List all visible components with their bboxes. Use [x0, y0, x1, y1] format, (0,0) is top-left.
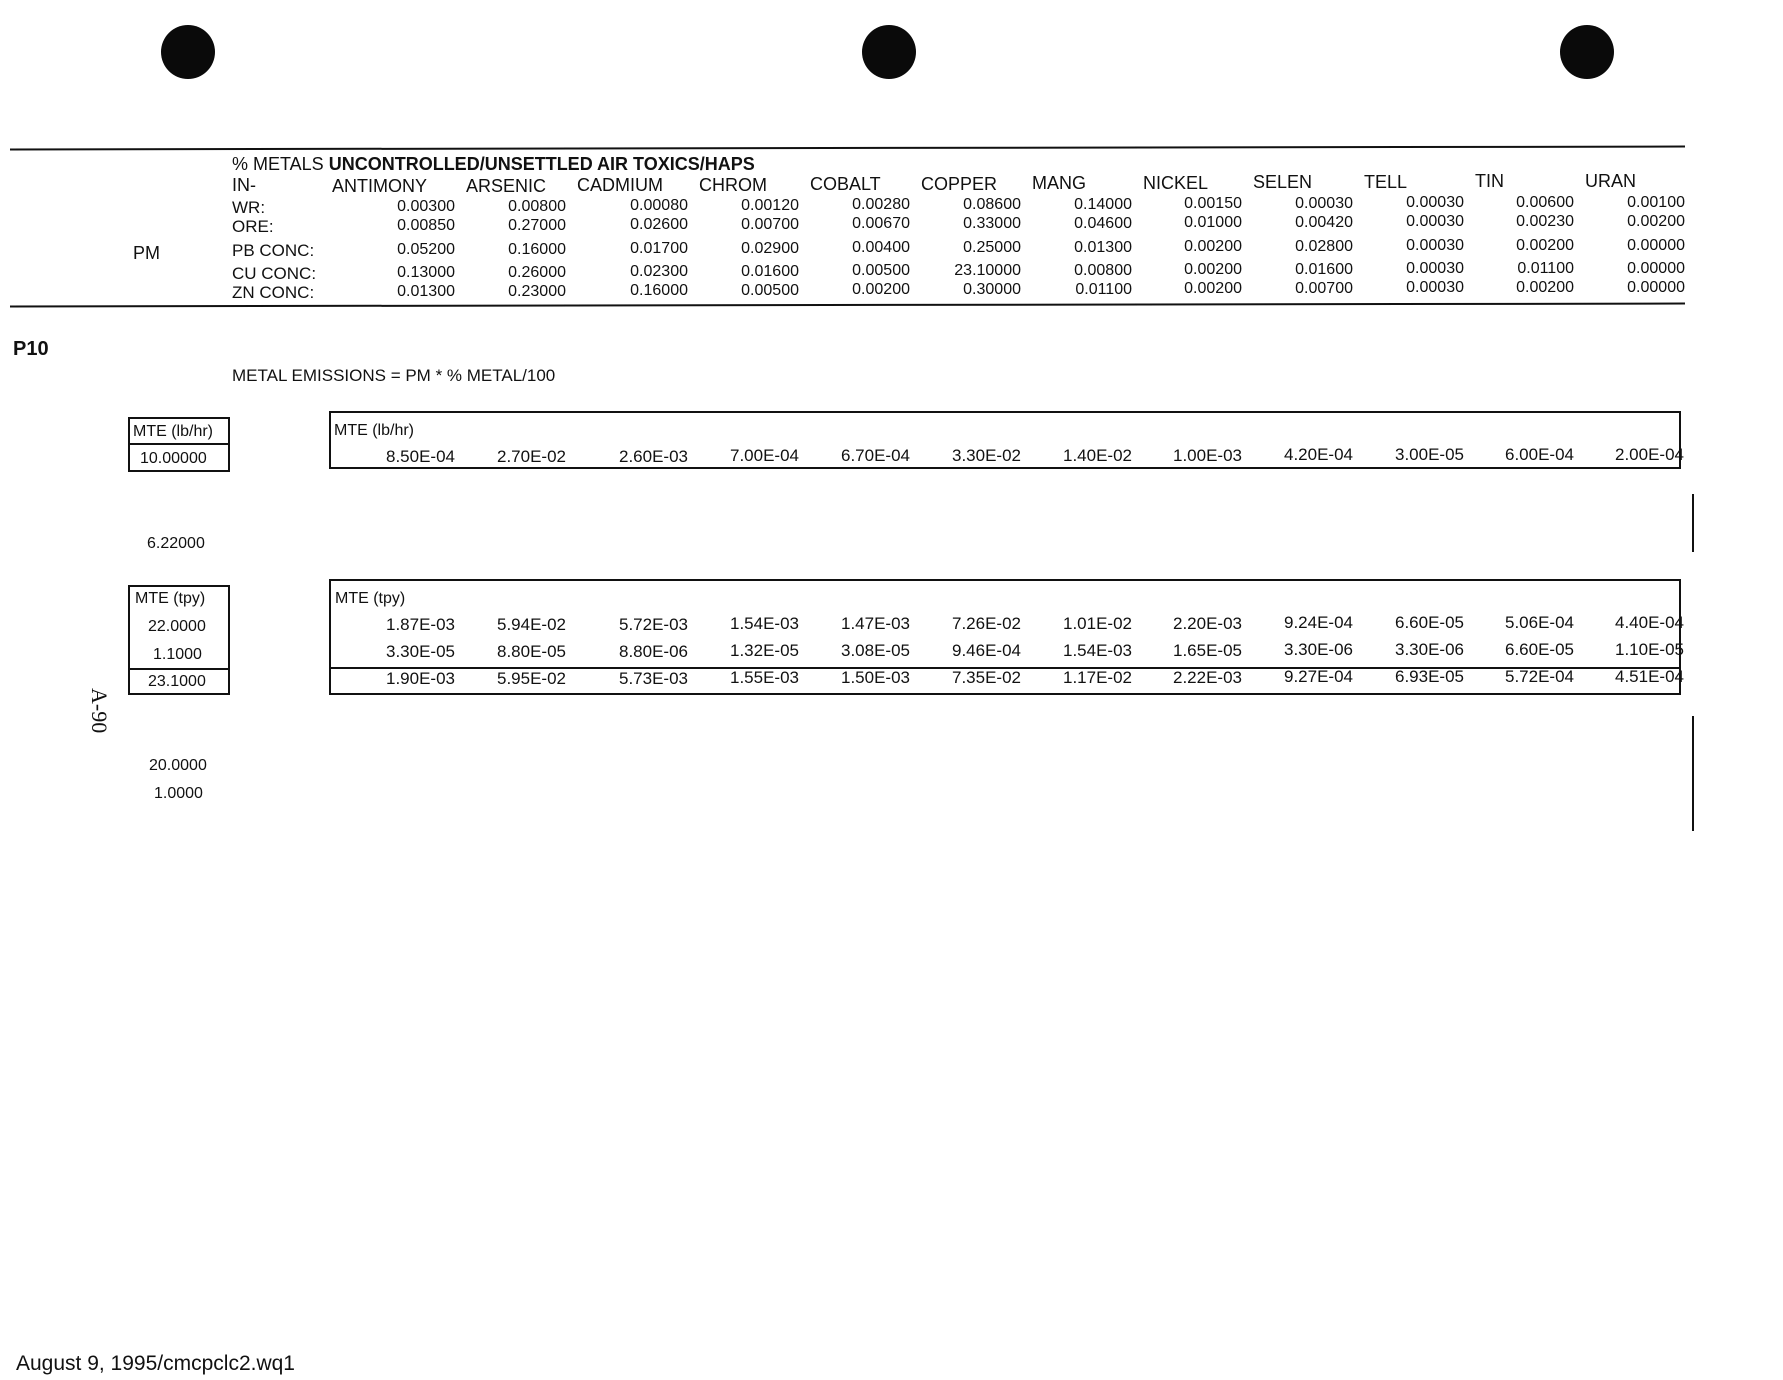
metal-header: ANTIMONY	[332, 176, 428, 196]
lbhr-box-divider	[128, 443, 230, 445]
percent-cell: 0.00000	[1627, 278, 1685, 296]
percent-cell: 0.01000	[1184, 214, 1242, 232]
row-label: ZN CONC:	[232, 283, 315, 302]
percent-cell: 0.14000	[1074, 195, 1132, 213]
tpy-cell: 9.24E-04	[1284, 613, 1353, 633]
page-number: A-90	[87, 688, 112, 734]
tpy-cell: 1.32E-05	[730, 641, 799, 661]
percent-cell: 0.23000	[508, 282, 566, 300]
tpy-cell: 5.94E-02	[497, 614, 566, 634]
tpy-cell: 5.72E-03	[619, 614, 688, 634]
metal-header: SELEN	[1253, 172, 1313, 192]
row-label: ORE:	[232, 217, 274, 236]
percent-cell: 0.00030	[1406, 213, 1464, 231]
row-label: CU CONC:	[232, 264, 317, 283]
percent-cell: 0.33000	[963, 215, 1021, 232]
tpy-cell: 4.51E-04	[1615, 666, 1684, 686]
in-label: IN-	[232, 175, 256, 195]
mid-value: 6.22000	[147, 535, 205, 552]
percent-cell: 0.04600	[1074, 214, 1132, 232]
tpy-cell: 1.50E-03	[841, 668, 910, 688]
percent-cell: 23.10000	[954, 262, 1021, 279]
tpy-table-title: MTE (tpy)	[335, 590, 406, 607]
percent-cell: 0.00200	[1184, 280, 1242, 298]
tpy-cell: 1.17E-02	[1063, 667, 1132, 687]
lbhr-box-title: MTE (lb/hr)	[133, 423, 213, 440]
tpy-cell: 8.80E-06	[619, 641, 688, 661]
metal-header: NICKEL	[1143, 172, 1209, 193]
lbhr-cell: 8.50E-04	[386, 447, 455, 466]
percent-cell: 0.00000	[1627, 236, 1685, 254]
tpy-box-title: MTE (tpy)	[135, 590, 206, 607]
percent-cell: 0.00700	[741, 215, 799, 233]
percent-cell: 0.02300	[630, 263, 688, 281]
metal-header: MANG	[1032, 173, 1086, 193]
lbhr-cell: 6.00E-04	[1505, 445, 1574, 464]
percent-cell: 0.00700	[1295, 279, 1353, 297]
tpy-cell: 5.95E-02	[497, 668, 566, 688]
tpy-cell: 1.87E-03	[386, 615, 455, 634]
percent-cell: 0.00420	[1295, 213, 1353, 231]
percent-cell: 0.02900	[741, 239, 799, 257]
percent-cell: 0.00000	[1627, 259, 1685, 277]
tpy-box-divider	[128, 668, 230, 670]
row-label: PB CONC:	[232, 241, 315, 260]
percent-cell: 0.00030	[1406, 237, 1464, 255]
punch-hole-center	[862, 25, 916, 79]
top-rule	[10, 146, 1685, 151]
lbhr-cell: 7.00E-04	[730, 446, 799, 466]
lbhr-box-value: 10.00000	[140, 450, 207, 467]
row-label: WR:	[232, 198, 266, 217]
tpy-cell: 3.30E-06	[1395, 640, 1464, 660]
percent-cell: 0.00200	[1627, 212, 1685, 230]
percent-cell: 0.01700	[630, 240, 688, 258]
tpy-cell: 1.90E-03	[386, 669, 455, 688]
percent-cell: 0.00200	[1184, 261, 1242, 279]
tpy-cell: 1.01E-02	[1063, 613, 1132, 633]
percent-cell: 0.00150	[1184, 195, 1242, 213]
punch-hole-left	[161, 25, 215, 79]
metal-header: COPPER	[921, 173, 998, 194]
percent-cell: 0.00030	[1406, 279, 1464, 297]
percent-cell: 0.01600	[741, 262, 799, 280]
percent-cell: 0.25000	[963, 239, 1021, 256]
tpy-cell: 5.73E-03	[619, 668, 688, 688]
percent-cell: 0.05200	[397, 241, 455, 258]
percent-cell: 0.00200	[852, 281, 910, 299]
metal-header: ARSENIC	[466, 175, 547, 196]
metal-header: COBALT	[810, 174, 881, 194]
percent-cell: 0.01100	[1075, 280, 1132, 298]
lbhr-cell: 2.60E-03	[619, 446, 688, 466]
percent-cell: 0.00800	[1074, 261, 1132, 279]
heading-title: UNCONTROLLED/UNSETTLED AIR TOXICS/HAPS	[328, 154, 755, 174]
percent-cell: 0.30000	[963, 281, 1021, 298]
percent-cell: 0.00080	[630, 197, 688, 215]
metal-header: TELL	[1364, 171, 1408, 192]
tpy-box-total: 23.1000	[148, 673, 206, 690]
percent-cell: 0.00100	[1627, 193, 1685, 211]
tpy-cell: 6.93E-05	[1395, 667, 1464, 687]
table-heading	[232, 154, 755, 175]
percent-cell: 0.00200	[1516, 237, 1574, 254]
percent-cell: 0.01300	[1074, 238, 1132, 256]
percent-cell: 0.00200	[1516, 279, 1574, 296]
right-marker-1	[1692, 494, 1694, 552]
tpy-cell: 3.08E-05	[841, 641, 910, 661]
percent-cell: 0.00230	[1516, 213, 1574, 230]
tpy-cell: 6.60E-05	[1395, 613, 1464, 633]
percent-cell: 0.00800	[508, 197, 566, 215]
lbhr-cell: 3.30E-02	[952, 446, 1021, 465]
section-label: P10	[13, 338, 49, 360]
lower-value: 1.0000	[154, 785, 203, 802]
lbhr-cell: 4.20E-04	[1284, 445, 1353, 465]
lbhr-cell: 3.00E-05	[1395, 445, 1464, 465]
tpy-cell: 9.46E-04	[952, 641, 1021, 660]
tpy-cell: 3.30E-05	[386, 642, 455, 661]
tpy-cell: 6.60E-05	[1505, 640, 1574, 659]
tpy-cell: 5.06E-04	[1505, 613, 1574, 632]
lbhr-cell: 2.70E-02	[497, 446, 566, 466]
percent-cell: 0.00200	[1184, 238, 1242, 256]
percent-cell: 0.00850	[397, 217, 455, 234]
tpy-box-value: 1.1000	[153, 646, 202, 663]
percent-cell: 0.00600	[1516, 194, 1574, 211]
tpy-cell: 2.22E-03	[1173, 667, 1242, 687]
percent-cell: 0.00300	[397, 198, 455, 215]
percent-cell: 0.00030	[1406, 260, 1464, 278]
percent-cell: 0.00670	[852, 215, 910, 233]
lower-value: 20.0000	[149, 757, 207, 774]
percent-cell: 0.02800	[1295, 237, 1353, 255]
percent-cell: 0.00280	[852, 196, 910, 214]
percent-cell: 0.08600	[963, 196, 1021, 213]
lbhr-table-title: MTE (lb/hr)	[334, 422, 414, 439]
lbhr-cell: 6.70E-04	[841, 446, 910, 466]
tpy-box-value: 22.0000	[148, 618, 206, 635]
metal-header: TIN	[1475, 171, 1504, 191]
percent-cell: 0.26000	[508, 263, 566, 281]
tpy-cell: 1.55E-03	[730, 668, 799, 688]
percent-cell: 0.02600	[630, 216, 688, 234]
percent-cell: 0.01100	[1517, 260, 1574, 277]
tpy-cell: 7.35E-02	[952, 668, 1021, 687]
tpy-cell: 1.65E-05	[1173, 640, 1242, 660]
footer: August 9, 1995/cmcpclc2.wq1	[16, 1352, 295, 1375]
punch-hole-right	[1560, 25, 1614, 79]
tpy-cell: 1.10E-05	[1615, 639, 1684, 659]
right-marker-2	[1692, 716, 1694, 831]
percent-cell: 0.27000	[508, 216, 566, 234]
percent-cell: 0.00030	[1295, 194, 1353, 212]
tpy-cell: 1.54E-03	[1063, 640, 1132, 660]
percent-cell: 0.00500	[741, 281, 799, 299]
percent-cell: 0.00030	[1406, 194, 1464, 212]
percent-cell: 0.00120	[741, 196, 799, 214]
tpy-cell: 3.30E-06	[1284, 640, 1353, 660]
heading-prefix: % METALS	[232, 154, 324, 174]
tpy-cell: 1.47E-03	[841, 614, 910, 634]
lbhr-cell: 1.40E-02	[1063, 445, 1132, 465]
tpy-cell: 5.72E-04	[1505, 667, 1574, 686]
percent-cell: 0.16000	[630, 282, 688, 300]
formula: METAL EMISSIONS = PM * % METAL/100	[232, 366, 556, 385]
tpy-cell: 1.54E-03	[730, 614, 799, 634]
metal-header: CADMIUM	[577, 175, 663, 195]
pm-label: PM	[133, 243, 160, 263]
percent-cell: 0.16000	[508, 240, 566, 258]
tpy-cell: 9.27E-04	[1284, 667, 1353, 687]
bottom-rule	[10, 303, 1685, 308]
tpy-cell: 7.26E-02	[952, 614, 1021, 633]
metal-header: URAN	[1585, 170, 1637, 191]
metal-header: CHROM	[699, 174, 767, 195]
percent-cell: 0.01300	[397, 283, 455, 300]
percent-cell: 0.01600	[1295, 260, 1353, 278]
percent-cell: 0.00400	[852, 239, 910, 257]
lbhr-cell: 1.00E-03	[1173, 445, 1242, 465]
percent-cell: 0.00500	[852, 262, 910, 280]
tpy-cell: 8.80E-05	[497, 641, 566, 661]
tpy-cell: 4.40E-04	[1615, 612, 1684, 632]
tpy-cell: 2.20E-03	[1173, 613, 1242, 633]
lbhr-cell: 2.00E-04	[1615, 444, 1684, 464]
percent-cell: 0.13000	[397, 264, 455, 281]
